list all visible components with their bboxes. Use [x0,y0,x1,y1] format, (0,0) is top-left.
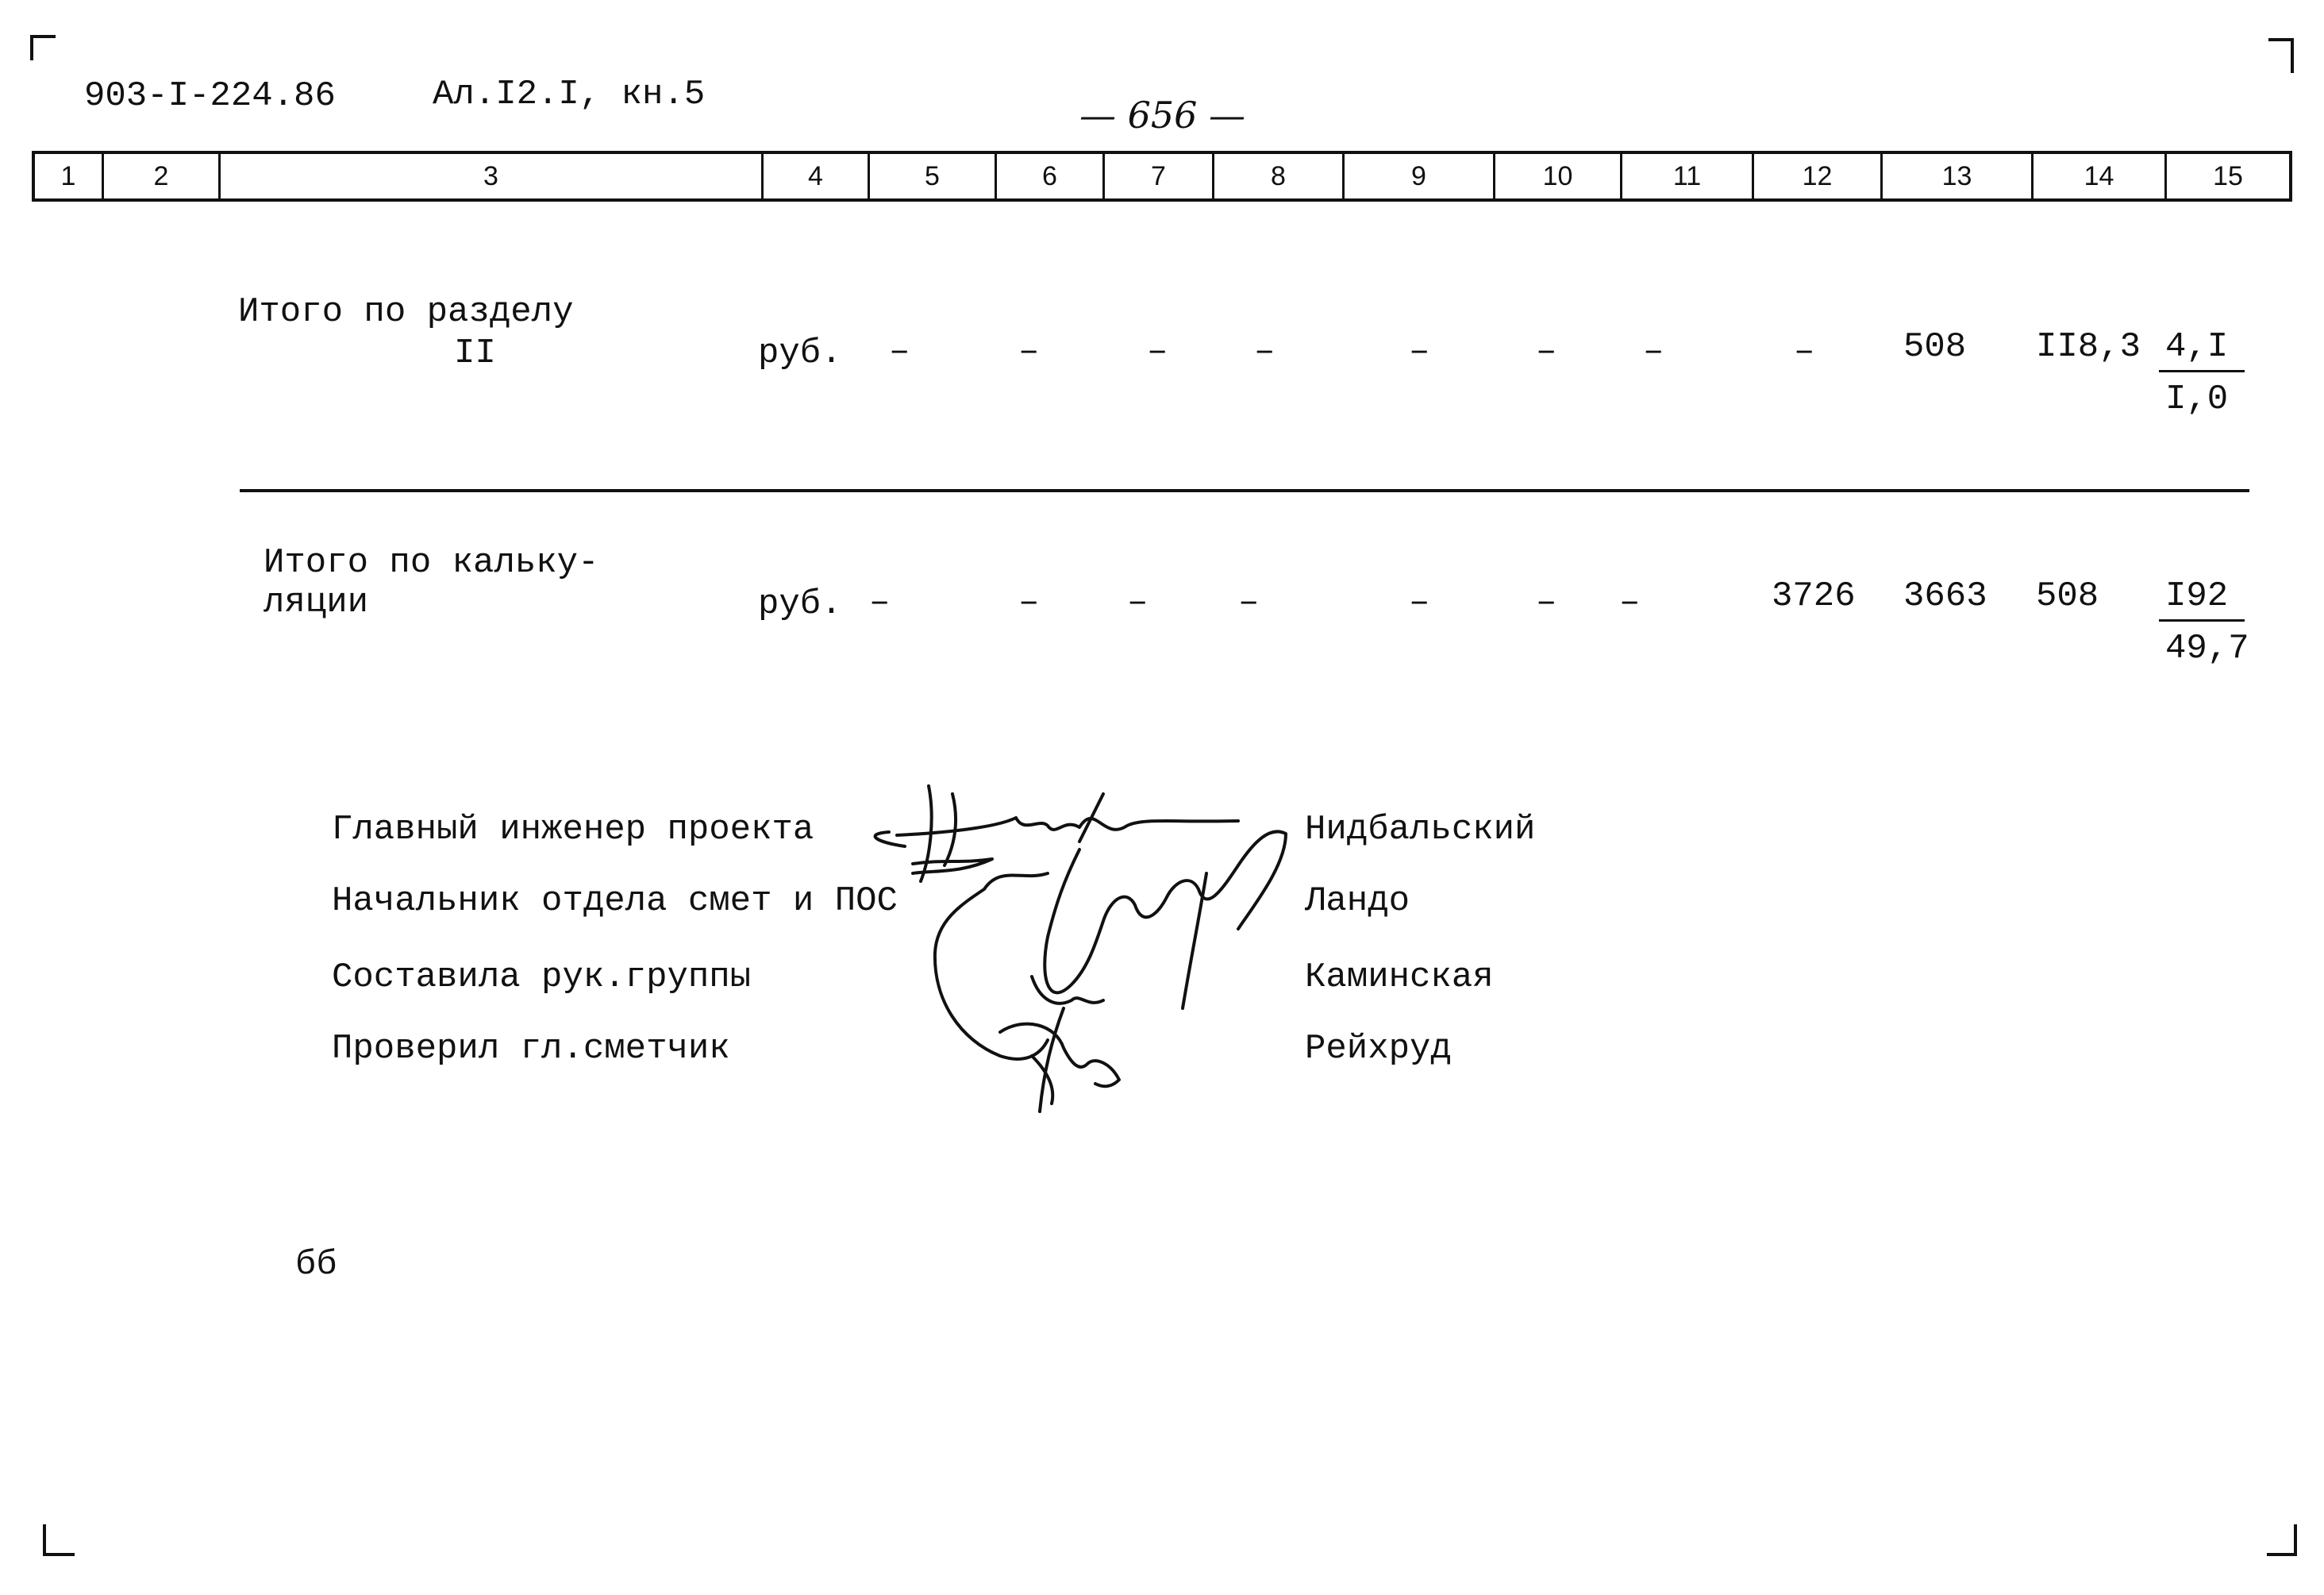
row2-col11: – [1619,583,1641,622]
row1-col9: – [1409,332,1430,372]
row2-col13: 3663 [1903,576,1987,616]
page-number: — 656 — [1079,94,1246,137]
corner-mark-top-left [30,35,56,60]
row2-col10: – [1536,583,1557,622]
signature-name-checker: Рейхруд [1305,1029,1452,1069]
row2-col7: – [1127,583,1149,622]
document-code: 903-I-224.86 [84,76,336,116]
row1-col8: – [1254,332,1276,372]
row1-col15-numerator: 4,I [2165,327,2229,367]
column-header-8: 8 [1212,154,1342,198]
column-header-2: 2 [102,154,218,198]
corner-mark-top-right [2268,38,2294,73]
signature-name-compiler: Каминская [1305,957,1494,997]
row1-col11: – [1643,332,1664,372]
row1-col6: – [1018,332,1040,372]
column-header-15: 15 [2164,154,2289,198]
row2-col15-denominator: 49,7 [2165,629,2249,668]
row1-col10: – [1536,332,1557,372]
row1-col12: – [1794,332,1815,372]
column-header-9: 9 [1342,154,1493,198]
footer-mark: бб [295,1245,337,1285]
corner-mark-bottom-right [2267,1524,2297,1556]
column-header-3: 3 [218,154,761,198]
album-reference: Ал.I2.I, кн.5 [433,75,706,114]
column-header-11: 11 [1620,154,1752,198]
column-header-14: 14 [2031,154,2164,198]
row2-col6: – [1018,583,1040,622]
column-header-5: 5 [868,154,995,198]
signature-name-chief-engineer: Нидбальский [1305,810,1536,850]
section-separator [240,489,2249,492]
row1-col13: 508 [1903,327,1967,367]
signature-role-chief-engineer: Главный инженер проекта [332,810,814,850]
column-header-4: 4 [761,154,868,198]
row1-col7: – [1147,332,1168,372]
row2-col8: – [1238,583,1260,622]
handwritten-signatures [841,770,1302,1135]
row1-unit: руб. [758,333,842,373]
row2-col5: – [869,583,891,622]
signature-name-department-head: Ландо [1305,881,1410,921]
column-header-12: 12 [1752,154,1880,198]
signature-role-compiler: Составила рук.группы [332,957,752,997]
row2-col14: 508 [2036,576,2099,616]
row1-label-line1: Итого по разделу [238,292,574,332]
row2-unit: руб. [758,584,842,624]
column-header-10: 10 [1493,154,1620,198]
column-header-13: 13 [1880,154,2031,198]
row1-col14: II8,3 [2036,327,2141,367]
row2-fraction-bar [2159,619,2245,622]
row1-label-line2: II [454,333,496,373]
column-header-6: 6 [995,154,1102,198]
row2-col9: – [1409,583,1430,622]
column-header-7: 7 [1102,154,1212,198]
row2-col12: 3726 [1772,576,1856,616]
column-header-1: 1 [60,160,76,191]
row2-col15-numerator: I92 [2165,576,2229,616]
signature-role-department-head: Начальник отдела смет и ПОС [332,881,898,921]
row1-col5: – [889,332,910,372]
row2-label-line1: Итого по кальку- [264,543,599,583]
row1-col15-denominator: I,0 [2165,379,2229,419]
column-number-row [32,151,2292,202]
signature-role-checker: Проверил гл.сметчик [332,1029,730,1069]
corner-mark-bottom-left [43,1524,75,1556]
row1-fraction-bar [2159,370,2245,372]
row2-label-line2: ляции [264,583,369,622]
